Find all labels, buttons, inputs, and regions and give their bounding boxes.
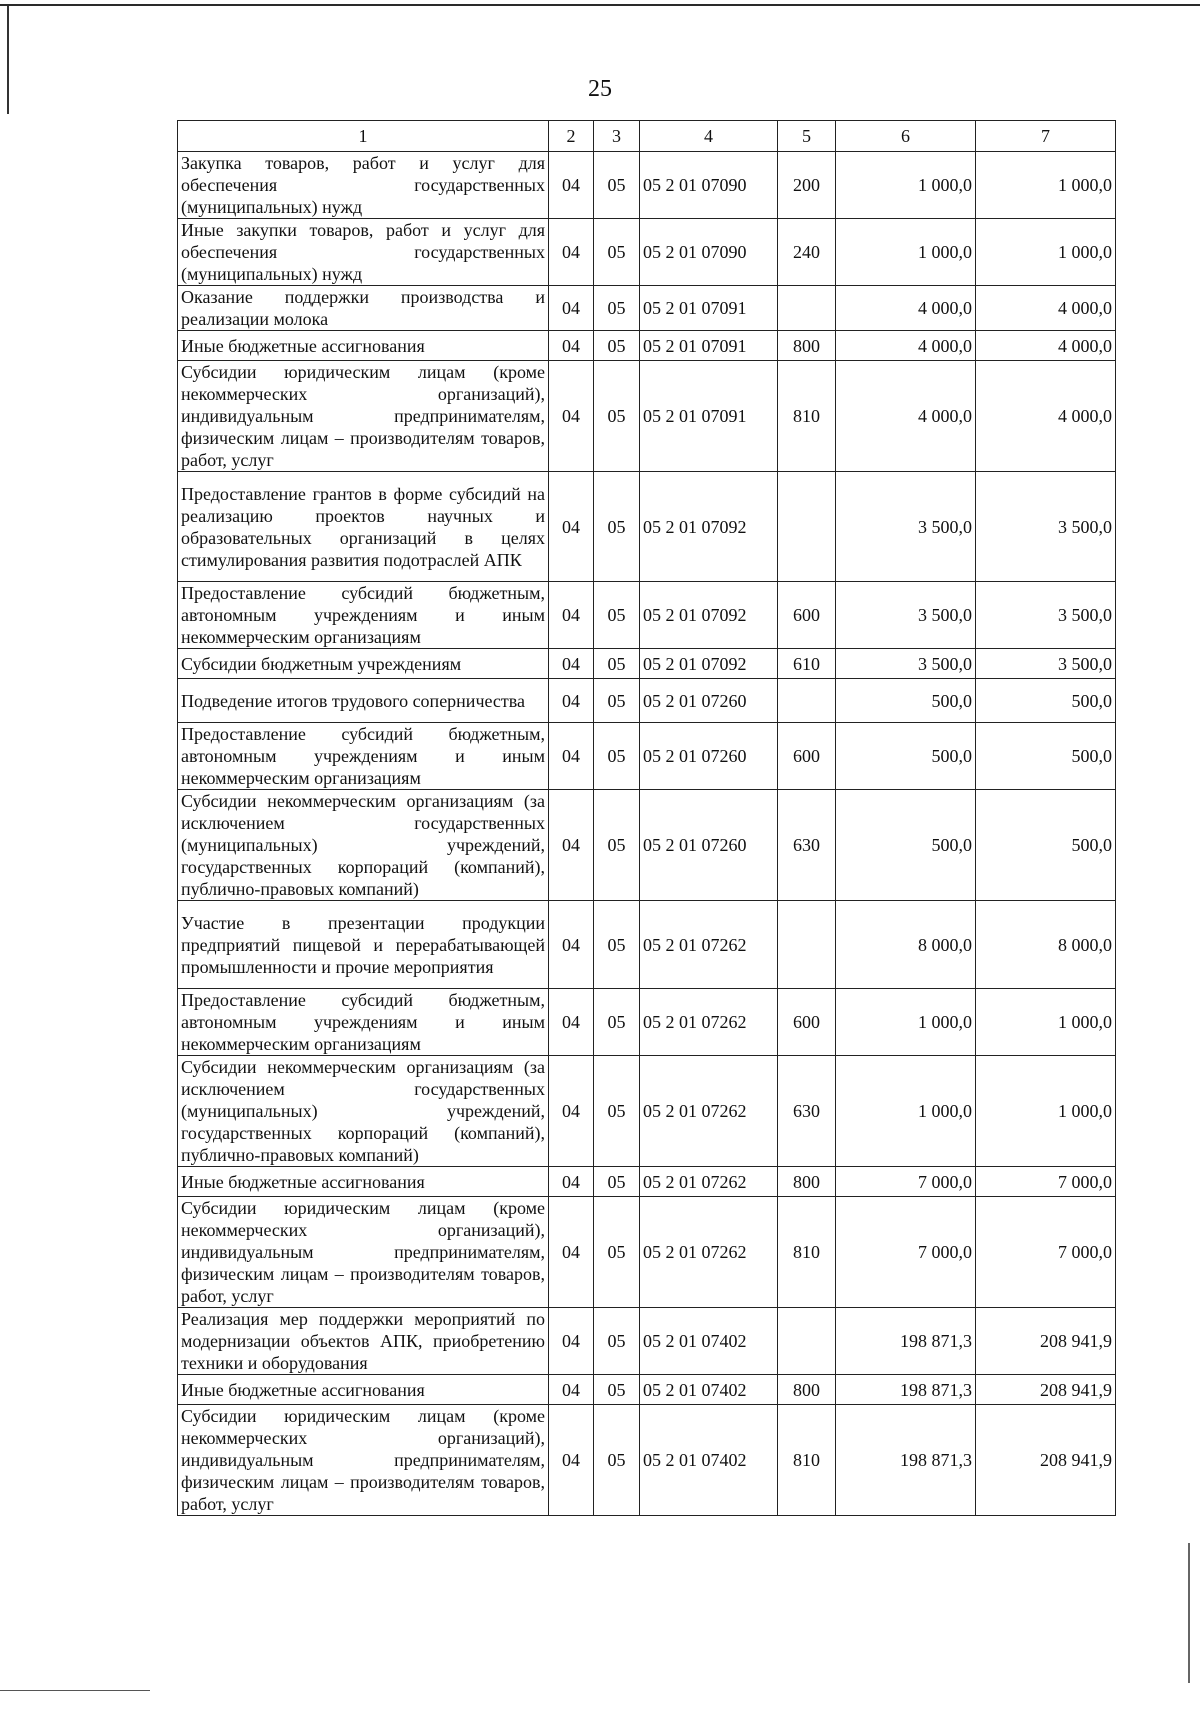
- table-row: [178, 723, 1116, 790]
- section-cell: 04: [549, 1197, 594, 1308]
- amount-year2-cell: 7 000,0: [976, 1167, 1116, 1197]
- row-name-cell: Субсидии юридическим лицам (кроме некоммерческих организаций), индивидуальным предпринимателям, физическим лицам – производителям товаров, работ, услуг: [178, 1197, 549, 1308]
- amount-year1-cell: 500,0: [836, 790, 976, 901]
- amount-year2-cell: 1 000,0: [976, 152, 1116, 219]
- section-cell: 04: [549, 472, 594, 582]
- table-row: [178, 901, 1116, 989]
- section-cell: 04: [549, 649, 594, 679]
- table-row: [178, 219, 1116, 286]
- subsection-cell: 05: [594, 1308, 640, 1375]
- table-header-row: [178, 121, 1116, 152]
- target-article-cell: 05 2 01 07260: [640, 790, 778, 901]
- row-name-cell: Субсидии некоммерческим организациям (за исключением государственных (муниципальных) учреждений, государственных корпораций (компаний), публично-правовых компаний): [178, 1056, 549, 1167]
- table-row: [178, 1405, 1116, 1516]
- section-cell: 04: [549, 1308, 594, 1375]
- amount-year1-cell: 198 871,3: [836, 1308, 976, 1375]
- section-cell: 04: [549, 723, 594, 790]
- expense-type-cell: 630: [778, 1056, 836, 1167]
- subsection-cell: 05: [594, 679, 640, 723]
- subsection-cell: 05: [594, 472, 640, 582]
- row-name-cell: Оказание поддержки производства и реализации молока: [178, 286, 549, 331]
- amount-year2-cell: 208 941,9: [976, 1405, 1116, 1516]
- scan-border-bottom: [0, 1690, 150, 1691]
- subsection-cell: 05: [594, 1405, 640, 1516]
- target-article-cell: 05 2 01 07262: [640, 1197, 778, 1308]
- amount-year1-cell: 1 000,0: [836, 219, 976, 286]
- section-cell: 04: [549, 219, 594, 286]
- subsection-cell: 05: [594, 723, 640, 790]
- target-article-cell: 05 2 01 07402: [640, 1405, 778, 1516]
- amount-year1-cell: 1 000,0: [836, 989, 976, 1056]
- expense-type-cell: 800: [778, 331, 836, 361]
- table-row: [178, 472, 1116, 582]
- subsection-cell: 05: [594, 361, 640, 472]
- subsection-cell: 05: [594, 331, 640, 361]
- section-cell: 04: [549, 1405, 594, 1516]
- amount-year2-cell: 4 000,0: [976, 286, 1116, 331]
- scan-border-top: [0, 4, 1200, 6]
- amount-year1-cell: 8 000,0: [836, 901, 976, 989]
- amount-year1-cell: 4 000,0: [836, 361, 976, 472]
- amount-year2-cell: 208 941,9: [976, 1308, 1116, 1375]
- subsection-cell: 05: [594, 1197, 640, 1308]
- expense-type-cell: 240: [778, 219, 836, 286]
- section-cell: 04: [549, 901, 594, 989]
- expense-type-cell: [778, 901, 836, 989]
- expense-type-cell: 810: [778, 1405, 836, 1516]
- section-cell: 04: [549, 152, 594, 219]
- amount-year1-cell: 1 000,0: [836, 1056, 976, 1167]
- section-cell: 04: [549, 1056, 594, 1167]
- target-article-cell: 05 2 01 07262: [640, 901, 778, 989]
- row-name-cell: Субсидии юридическим лицам (кроме некоммерческих организаций), индивидуальным предпринимателям, физическим лицам – производителям товаров, работ, услуг: [178, 361, 549, 472]
- amount-year1-cell: 500,0: [836, 679, 976, 723]
- target-article-cell: 05 2 01 07260: [640, 723, 778, 790]
- subsection-cell: 05: [594, 152, 640, 219]
- target-article-cell: 05 2 01 07092: [640, 472, 778, 582]
- section-cell: 04: [549, 1375, 594, 1405]
- subsection-cell: 05: [594, 286, 640, 331]
- expense-type-cell: 600: [778, 582, 836, 649]
- subsection-cell: 05: [594, 901, 640, 989]
- table-body: [178, 152, 1116, 1516]
- subsection-cell: 05: [594, 1167, 640, 1197]
- row-name-cell: Иные бюджетные ассигнования: [178, 1167, 549, 1197]
- expense-type-cell: 630: [778, 790, 836, 901]
- budget-table: [177, 120, 1116, 1516]
- section-cell: 04: [549, 361, 594, 472]
- row-name-cell: Предоставление субсидий бюджетным, автономным учреждениям и иным некоммерческим организациям: [178, 989, 549, 1056]
- scan-border-left: [7, 6, 9, 114]
- expense-type-cell: 610: [778, 649, 836, 679]
- expense-type-cell: 800: [778, 1375, 836, 1405]
- table-row: [178, 679, 1116, 723]
- amount-year2-cell: 3 500,0: [976, 582, 1116, 649]
- expense-type-cell: 810: [778, 361, 836, 472]
- table-row: [178, 361, 1116, 472]
- column-header: 4: [640, 121, 778, 152]
- amount-year1-cell: 4 000,0: [836, 286, 976, 331]
- amount-year2-cell: 208 941,9: [976, 1375, 1116, 1405]
- row-name-cell: Предоставление субсидий бюджетным, автономным учреждениям и иным некоммерческим организациям: [178, 723, 549, 790]
- subsection-cell: 05: [594, 1056, 640, 1167]
- amount-year2-cell: 1 000,0: [976, 219, 1116, 286]
- amount-year1-cell: 7 000,0: [836, 1167, 976, 1197]
- expense-type-cell: 600: [778, 723, 836, 790]
- table-row: [178, 790, 1116, 901]
- row-name-cell: Иные закупки товаров, работ и услуг для обеспечения государственных (муниципальных) нужд: [178, 219, 549, 286]
- column-header: 7: [976, 121, 1116, 152]
- table-row: [178, 152, 1116, 219]
- table-row: [178, 286, 1116, 331]
- subsection-cell: 05: [594, 989, 640, 1056]
- amount-year2-cell: 4 000,0: [976, 361, 1116, 472]
- table-row: [178, 1375, 1116, 1405]
- amount-year1-cell: 7 000,0: [836, 1197, 976, 1308]
- expense-type-cell: 810: [778, 1197, 836, 1308]
- expense-type-cell: [778, 286, 836, 331]
- target-article-cell: 05 2 01 07262: [640, 1056, 778, 1167]
- row-name-cell: Иные бюджетные ассигнования: [178, 331, 549, 361]
- target-article-cell: 05 2 01 07262: [640, 989, 778, 1056]
- section-cell: 04: [549, 790, 594, 901]
- target-article-cell: 05 2 01 07091: [640, 286, 778, 331]
- section-cell: 04: [549, 989, 594, 1056]
- amount-year2-cell: 8 000,0: [976, 901, 1116, 989]
- amount-year2-cell: 500,0: [976, 723, 1116, 790]
- subsection-cell: 05: [594, 582, 640, 649]
- table-row: [178, 989, 1116, 1056]
- amount-year1-cell: 3 500,0: [836, 472, 976, 582]
- section-cell: 04: [549, 679, 594, 723]
- expense-type-cell: 200: [778, 152, 836, 219]
- section-cell: 04: [549, 1167, 594, 1197]
- row-name-cell: Закупка товаров, работ и услуг для обеспечения государственных (муниципальных) нужд: [178, 152, 549, 219]
- subsection-cell: 05: [594, 790, 640, 901]
- page-number: 25: [588, 76, 612, 102]
- table-row: [178, 582, 1116, 649]
- row-name-cell: Иные бюджетные ассигнования: [178, 1375, 549, 1405]
- amount-year1-cell: 4 000,0: [836, 331, 976, 361]
- target-article-cell: 05 2 01 07092: [640, 649, 778, 679]
- section-cell: 04: [549, 582, 594, 649]
- table-row: [178, 1167, 1116, 1197]
- amount-year2-cell: 4 000,0: [976, 331, 1116, 361]
- expense-type-cell: 600: [778, 989, 836, 1056]
- amount-year2-cell: 7 000,0: [976, 1197, 1116, 1308]
- row-name-cell: Подведение итогов трудового соперничества: [178, 679, 549, 723]
- expense-type-cell: [778, 472, 836, 582]
- expense-type-cell: 800: [778, 1167, 836, 1197]
- subsection-cell: 05: [594, 1375, 640, 1405]
- amount-year1-cell: 198 871,3: [836, 1375, 976, 1405]
- amount-year2-cell: 3 500,0: [976, 472, 1116, 582]
- amount-year1-cell: 3 500,0: [836, 582, 976, 649]
- amount-year2-cell: 1 000,0: [976, 1056, 1116, 1167]
- row-name-cell: Участие в презентации продукции предприятий пищевой и перерабатывающей промышленности и прочие мероприятия: [178, 901, 549, 989]
- column-header: 2: [549, 121, 594, 152]
- section-cell: 04: [549, 331, 594, 361]
- target-article-cell: 05 2 01 07402: [640, 1308, 778, 1375]
- target-article-cell: 05 2 01 07090: [640, 152, 778, 219]
- subsection-cell: 05: [594, 649, 640, 679]
- row-name-cell: Предоставление грантов в форме субсидий на реализацию проектов научных и образовательных организаций в целях стимулирования развития подотраслей АПК: [178, 472, 549, 582]
- table-row: [178, 1308, 1116, 1375]
- table-row: [178, 1197, 1116, 1308]
- scan-mark-right: [1188, 1543, 1190, 1683]
- target-article-cell: 05 2 01 07262: [640, 1167, 778, 1197]
- target-article-cell: 05 2 01 07091: [640, 331, 778, 361]
- expense-type-cell: [778, 679, 836, 723]
- target-article-cell: 05 2 01 07260: [640, 679, 778, 723]
- column-header: 6: [836, 121, 976, 152]
- subsection-cell: 05: [594, 219, 640, 286]
- row-name-cell: Субсидии бюджетным учреждениям: [178, 649, 549, 679]
- section-cell: 04: [549, 286, 594, 331]
- expense-type-cell: [778, 1308, 836, 1375]
- column-header: 3: [594, 121, 640, 152]
- target-article-cell: 05 2 01 07402: [640, 1375, 778, 1405]
- table-row: [178, 649, 1116, 679]
- column-header: 5: [778, 121, 836, 152]
- row-name-cell: Реализация мер поддержки мероприятий по модернизации объектов АПК, приобретению техники и оборудования: [178, 1308, 549, 1375]
- amount-year1-cell: 500,0: [836, 723, 976, 790]
- target-article-cell: 05 2 01 07091: [640, 361, 778, 472]
- amount-year2-cell: 1 000,0: [976, 989, 1116, 1056]
- target-article-cell: 05 2 01 07090: [640, 219, 778, 286]
- amount-year1-cell: 1 000,0: [836, 152, 976, 219]
- amount-year2-cell: 500,0: [976, 790, 1116, 901]
- column-header: 1: [178, 121, 549, 152]
- row-name-cell: Предоставление субсидий бюджетным, автономным учреждениям и иным некоммерческим организациям: [178, 582, 549, 649]
- target-article-cell: 05 2 01 07092: [640, 582, 778, 649]
- amount-year1-cell: 3 500,0: [836, 649, 976, 679]
- table-row: [178, 1056, 1116, 1167]
- row-name-cell: Субсидии некоммерческим организациям (за исключением государственных (муниципальных) учреждений, государственных корпораций (компаний), публично-правовых компаний): [178, 790, 549, 901]
- amount-year1-cell: 198 871,3: [836, 1405, 976, 1516]
- amount-year2-cell: 500,0: [976, 679, 1116, 723]
- amount-year2-cell: 3 500,0: [976, 649, 1116, 679]
- table-row: [178, 331, 1116, 361]
- row-name-cell: Субсидии юридическим лицам (кроме некоммерческих организаций), индивидуальным предпринимателям, физическим лицам – производителям товаров, работ, услуг: [178, 1405, 549, 1516]
